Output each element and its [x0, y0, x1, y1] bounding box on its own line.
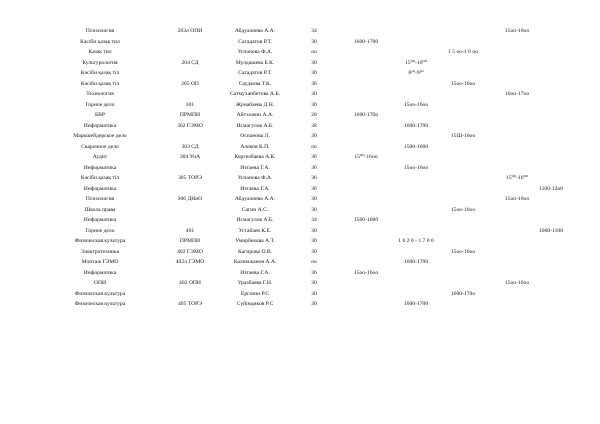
hours-cell: 36: [311, 80, 317, 87]
table-row: [0, 37, 600, 47]
time-cell-3: 15оо-16оо: [450, 248, 476, 255]
room-cell: ПРМПИ: [179, 112, 201, 118]
room-cell: 305 ТОРЭ: [178, 175, 202, 181]
time-cell-2: 1600-1700: [403, 259, 429, 265]
time-cell-1: 1600-170о: [353, 112, 379, 118]
time-cell-3: 1 5 оо-1 6 оо: [448, 49, 478, 55]
table-row: [0, 257, 600, 267]
time-cell-1: 15оо-16оо: [353, 269, 379, 276]
subject-cell: БВР: [94, 112, 106, 118]
room-cell: 205 ОП: [181, 80, 199, 87]
time-cell-3: 15Ш-16оо: [450, 133, 476, 139]
subject-cell: ОПИ: [93, 280, 107, 286]
time-cell-4: 15⁰⁰-16⁰⁰: [505, 175, 529, 181]
table-row: [0, 173, 600, 183]
table-row: [0, 205, 600, 215]
room-cell: 302 ГЭМО: [177, 122, 203, 129]
time-cell-4: 16оо-17оо: [504, 91, 530, 97]
time-cell-3: 15оо-16оо: [450, 80, 476, 87]
teacher-cell: Сагадатов Р.Т.: [238, 38, 272, 45]
table-row: [0, 142, 600, 152]
room-cell: 303 СД: [181, 143, 199, 150]
hours-cell: 30: [311, 133, 317, 139]
hours-cell: 30: [311, 238, 317, 244]
time-cell-2: 15оо-16оо: [403, 164, 429, 171]
subject-cell: Аудит: [92, 154, 108, 160]
subject-cell: Физическая культура: [74, 301, 126, 307]
hours-cell: 30: [311, 59, 317, 66]
time-cell-2: 1 6 2 0 - 1 7 0 0: [398, 238, 434, 244]
teacher-cell: Абдуалиева А.А.: [234, 28, 276, 34]
subject-cell: Информатика: [83, 185, 117, 192]
teacher-cell: Умирбекова А.Т.: [235, 238, 275, 244]
teacher-cell: Коргизбаева А.К.: [234, 154, 276, 160]
room-cell: 203л ОПИ: [177, 28, 203, 34]
teacher-cell: Исмагулов А.Б.: [236, 122, 274, 129]
table-row: [0, 110, 600, 120]
table-row: [0, 79, 600, 89]
time-cell-5: 1100-12о0: [538, 185, 564, 192]
subject-cell: Культурология: [82, 59, 118, 66]
hours-cell: 30: [311, 227, 317, 234]
time-cell-4: 15оо-16оо: [504, 28, 530, 34]
subject-cell: Горное дело: [85, 101, 115, 108]
time-cell-4: 15оо-16оо: [504, 280, 530, 286]
teacher-cell: Оспанова Л.: [240, 133, 270, 139]
hours-cell: 30: [311, 280, 317, 286]
subject-cell: Информатика: [83, 164, 117, 171]
teacher-cell: Алеков К.П.: [240, 143, 270, 150]
table-row: [0, 299, 600, 309]
teacher-cell: Кагирова О.В.: [237, 248, 273, 255]
hours-cell: 30: [311, 206, 317, 213]
hours-cell: 36: [311, 154, 317, 160]
subject-cell: Физическая культура: [74, 290, 126, 297]
table-row: [0, 215, 600, 225]
teacher-cell: Жумабаева Д.Н.: [235, 101, 275, 108]
table-row: [0, 163, 600, 173]
time-cell-4: 15оо-16оо: [504, 196, 530, 202]
teacher-cell: Айтхожин А.А.: [236, 112, 274, 118]
table-row: [0, 58, 600, 68]
hours-cell: 30: [311, 196, 317, 202]
time-cell-2: 15⁰⁰-16⁰⁰: [404, 59, 428, 66]
table-row: [0, 226, 600, 236]
hours-cell: 36: [311, 175, 317, 181]
subject-cell: Монтаж ГЭМО: [81, 259, 119, 265]
hours-cell: 30: [311, 301, 317, 307]
teacher-cell: Сатмуханбетова А.Б.: [230, 91, 280, 97]
teacher-cell: Сагин А.С.: [241, 206, 269, 213]
teacher-cell: Калимжанов А.А.: [233, 259, 277, 265]
subject-cell: Технология: [86, 91, 114, 97]
table-row: [0, 184, 600, 194]
subject-cell: Кәсіби қазақ тіл: [80, 80, 120, 87]
room-cell: 304 УиА: [179, 154, 201, 160]
room-cell: 403 ОПИ: [179, 280, 201, 286]
hours-cell: 36: [311, 185, 317, 192]
hours-cell: 30: [311, 101, 317, 108]
teacher-cell: Саудаова Т.К.: [238, 80, 272, 87]
subject-cell: Информатика: [83, 122, 117, 129]
table-row: [0, 278, 600, 288]
time-cell-2: 1600-1700: [403, 122, 429, 129]
time-cell-2: 15оо-16оо: [403, 101, 429, 108]
hours-cell: 36: [311, 164, 317, 171]
time-cell-1: 1500-1600: [353, 217, 379, 223]
hours-cell: oo: [311, 143, 317, 150]
time-cell-3: 15оо-16оо: [450, 206, 476, 213]
table-row: [0, 26, 600, 36]
hours-cell: 28: [311, 112, 317, 118]
table-row: [0, 152, 600, 162]
table-row: [0, 47, 600, 57]
table-row: [0, 194, 600, 204]
subject-cell: Кәсіби қазақ тіл: [80, 70, 120, 76]
subject-cell: Информатика: [83, 269, 117, 276]
table-row: [0, 89, 600, 99]
table-row: [0, 100, 600, 110]
hours-cell: 34: [311, 217, 317, 223]
teacher-cell: Ергазин Р.С: [240, 290, 270, 297]
room-cell: 401: [185, 227, 195, 234]
subject-cell: Кәсіби қазақ тил: [80, 38, 120, 45]
hours-cell: oo: [311, 259, 317, 265]
teacher-cell: Мулдашева Б.К.: [235, 59, 275, 66]
teacher-cell: Успанова Ф.А.: [237, 49, 273, 55]
room-cell: 402 ГЭМО: [177, 248, 203, 255]
teacher-cell: Изтаева Г.А.: [240, 269, 270, 276]
teacher-cell: Абдуалиева А.А.: [234, 196, 276, 202]
teacher-cell: Изтаева Г.А.: [240, 185, 270, 192]
teacher-cell: Успанова Ф.А.: [237, 175, 273, 181]
subject-cell: Горное дело: [85, 227, 115, 234]
teacher-cell: Исмагулов А.Б.: [236, 217, 274, 223]
table-row: [0, 68, 600, 78]
hours-cell: 38: [311, 122, 317, 129]
subject-cell: Электротехника: [80, 248, 120, 255]
hours-cell: 30: [311, 70, 317, 76]
subject-cell: Школа права: [84, 206, 116, 213]
time-cell-1: 15⁰⁰-16оо: [354, 154, 378, 160]
table-row: [0, 247, 600, 257]
time-cell-2: 1500-1600: [403, 143, 429, 150]
time-cell-3: 1600-170о: [450, 290, 476, 297]
subject-cell: Психология: [85, 28, 115, 34]
hours-cell: 30: [311, 290, 317, 297]
subject-cell: Информатика: [83, 217, 117, 223]
subject-cell: Кәсіби қазақ тіл: [80, 175, 120, 181]
hours-cell: 34: [311, 28, 317, 34]
teacher-cell: Уразбаева Г.Н.: [237, 280, 273, 286]
table-row: [0, 121, 600, 131]
subject-cell: Маркшейдерское дело: [73, 133, 127, 139]
teacher-cell: Сүйіндиков Р.С: [236, 301, 274, 307]
subject-cell: Физическая культура: [74, 238, 126, 244]
room-cell: 301: [185, 101, 195, 108]
time-cell-2: 8³⁰-9³⁰: [408, 70, 424, 76]
time-cell-2: 1600-1700: [403, 301, 429, 307]
hours-cell: 30: [311, 91, 317, 97]
room-cell: 402л ГЭМО: [175, 259, 205, 265]
hours-cell: 30: [311, 38, 317, 45]
subject-cell: Психология: [85, 196, 115, 202]
room-cell: ПРМПИ: [179, 238, 201, 244]
teacher-cell: Сагадатов Р.Т.: [238, 70, 272, 76]
subject-cell: Казак тил: [88, 49, 112, 55]
room-cell: 204 СД: [181, 59, 199, 66]
teacher-cell: Изтаева Г.А.: [240, 164, 270, 171]
table-row: [0, 268, 600, 278]
room-cell: 405 ТОРЭ: [178, 301, 202, 307]
hours-cell: oo: [311, 49, 317, 55]
table-row: [0, 236, 600, 246]
table-row: [0, 131, 600, 141]
hours-cell: 30: [311, 248, 317, 255]
room-cell: 306 ДНиО: [177, 196, 203, 202]
time-cell-5: 1000-1100: [538, 227, 564, 234]
time-cell-1: 1600-1700: [353, 38, 379, 45]
teacher-cell: Устабаев К.Е.: [238, 227, 272, 234]
subject-cell: Сварочное дело: [81, 143, 119, 150]
hours-cell: 36: [311, 269, 317, 276]
table-row: [0, 289, 600, 299]
